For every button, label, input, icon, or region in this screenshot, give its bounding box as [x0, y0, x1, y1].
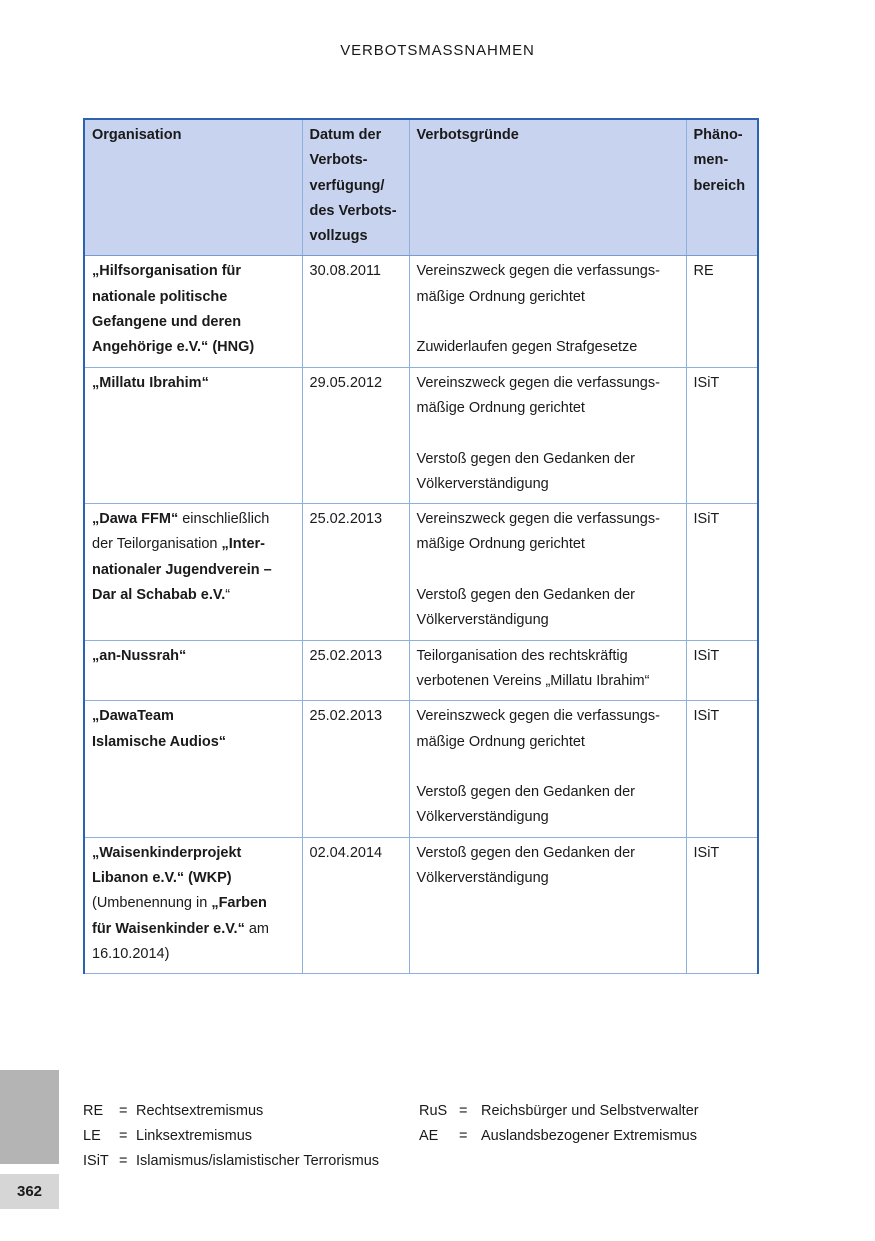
legend-text: Linksextremismus — [136, 1128, 253, 1144]
legend-abbr: AE — [419, 1128, 439, 1144]
cell-area: ISiT — [686, 640, 758, 701]
reason-text: Verstoß gegen den Gedanken der Völkerverständigung — [416, 450, 635, 492]
table-row — [84, 256, 758, 367]
legend-item — [419, 1124, 697, 1149]
reason-text: Verstoß gegen den Gedanken der Völkerverständigung — [416, 587, 635, 629]
legend-item — [83, 1099, 263, 1124]
legend-abbr: RE — [83, 1103, 104, 1119]
organisation-text: „Millatu Ibrahim“ — [92, 374, 209, 391]
running-header: VERBOTSMASSNAHMEN — [340, 42, 535, 59]
column-header-area: Phäno- men- bereich — [686, 119, 758, 256]
cell-area: ISiT — [686, 837, 758, 973]
cell-date: 29.05.2012 — [302, 367, 409, 503]
column-header-organisation: Organisation — [84, 119, 302, 256]
reason-text: Teilorganisation des rechtskräftig verbotenen Vereins „Millatu Ibrahim“ — [416, 647, 650, 689]
legend-equals: = — [459, 1128, 468, 1144]
table-row — [84, 504, 758, 640]
organisation-text: „an-Nussrah“ — [92, 647, 187, 664]
legend-text: Rechtsextremismus — [136, 1103, 264, 1119]
page-number: 362 — [0, 1174, 59, 1209]
cell-organisation — [84, 367, 302, 503]
cell-reasons — [409, 256, 686, 367]
cell-organisation — [84, 256, 302, 367]
organisation-text: (Umbenennung in — [92, 895, 208, 912]
legend-text: Reichsbürger und Selbstverwalter — [481, 1103, 699, 1119]
legend-abbr: RuS — [419, 1103, 448, 1119]
legend-abbr: LE — [83, 1128, 101, 1144]
paragraph-gap — [417, 310, 679, 335]
cell-reasons — [409, 504, 686, 640]
legend-abbr: ISiT — [83, 1153, 109, 1169]
page-edge-tab — [0, 1070, 59, 1164]
column-header-date: Datum der Verbots- verfügung/ des Verbots- vollzugs — [302, 119, 409, 256]
cell-reasons — [409, 837, 686, 973]
cell-date: 25.02.2013 — [302, 504, 409, 640]
reason-text: Vereinszweck gegen die verfassungs- mäßige Ordnung gerichtet — [416, 708, 660, 750]
organisation-text: „Farben für Waisenkinder e.V.“ — [92, 895, 267, 937]
reason-text: Vereinszweck gegen die verfassungs- mäßige Ordnung gerichtet — [416, 511, 660, 553]
legend-text: Auslandsbezogener Extremismus — [481, 1128, 697, 1144]
table-row — [84, 701, 758, 837]
cell-organisation — [84, 701, 302, 837]
cell-date: 25.02.2013 — [302, 701, 409, 837]
organisation-text: am 16.10.2014) — [92, 920, 270, 962]
table-body — [84, 256, 758, 974]
paragraph-gap — [417, 755, 679, 780]
paragraph-gap — [417, 558, 679, 583]
column-header-reasons: Verbotsgründe — [409, 119, 686, 256]
ban-table — [83, 118, 759, 974]
organisation-text: “ — [225, 587, 231, 604]
cell-reasons — [409, 640, 686, 701]
organisation-text: „Waisenkinderprojekt Libanon e.V.“ (WKP) — [92, 844, 242, 887]
organisation-text: „DawaTeam Islamische Audios“ — [92, 708, 227, 750]
paragraph-gap — [417, 421, 679, 446]
legend-equals: = — [459, 1103, 468, 1119]
cell-area: ISiT — [686, 504, 758, 640]
reason-text: Vereinszweck gegen die verfassungs- mäßige Ordnung gerichtet — [416, 263, 660, 305]
cell-reasons — [409, 701, 686, 837]
cell-organisation — [84, 504, 302, 640]
table-row — [84, 640, 758, 701]
reason-text: Verstoß gegen den Gedanken der Völkerverständigung — [416, 844, 635, 887]
organisation-text: einschließlich der Teilorganisation — [92, 511, 270, 553]
reason-text: Vereinszweck gegen die verfassungs- mäßige Ordnung gerichtet — [416, 374, 660, 416]
legend-text: Islamismus/islamistischer Terrorismus — [136, 1153, 380, 1169]
table-header-row — [84, 119, 758, 256]
table-row — [84, 367, 758, 503]
cell-area: RE — [686, 256, 758, 367]
organisation-text: „Inter- nationaler Jugendverein – Dar al Schabab e.V. — [92, 536, 272, 604]
cell-date: 25.02.2013 — [302, 640, 409, 701]
organisation-text: „Hilfsorganisation für nationale politische Gefangene und deren Angehörige e.V.“ (HNG) — [92, 263, 255, 356]
legend-equals: = — [119, 1128, 128, 1144]
legend-item — [419, 1099, 699, 1124]
cell-area: ISiT — [686, 701, 758, 837]
cell-organisation — [84, 640, 302, 701]
legend-equals: = — [119, 1153, 128, 1169]
cell-area: ISiT — [686, 367, 758, 503]
cell-reasons — [409, 367, 686, 503]
cell-date: 02.04.2014 — [302, 837, 409, 973]
reason-text: Verstoß gegen den Gedanken der Völkerverständigung — [416, 784, 635, 826]
cell-date: 30.08.2011 — [302, 256, 409, 367]
reason-text: Zuwiderlaufen gegen Strafgesetze — [416, 339, 638, 356]
table-row — [84, 837, 758, 973]
legend-item — [83, 1149, 379, 1174]
cell-organisation — [84, 837, 302, 973]
organisation-text: „Dawa FFM“ — [92, 511, 179, 528]
legend-item — [83, 1124, 252, 1149]
legend-equals: = — [119, 1103, 128, 1119]
